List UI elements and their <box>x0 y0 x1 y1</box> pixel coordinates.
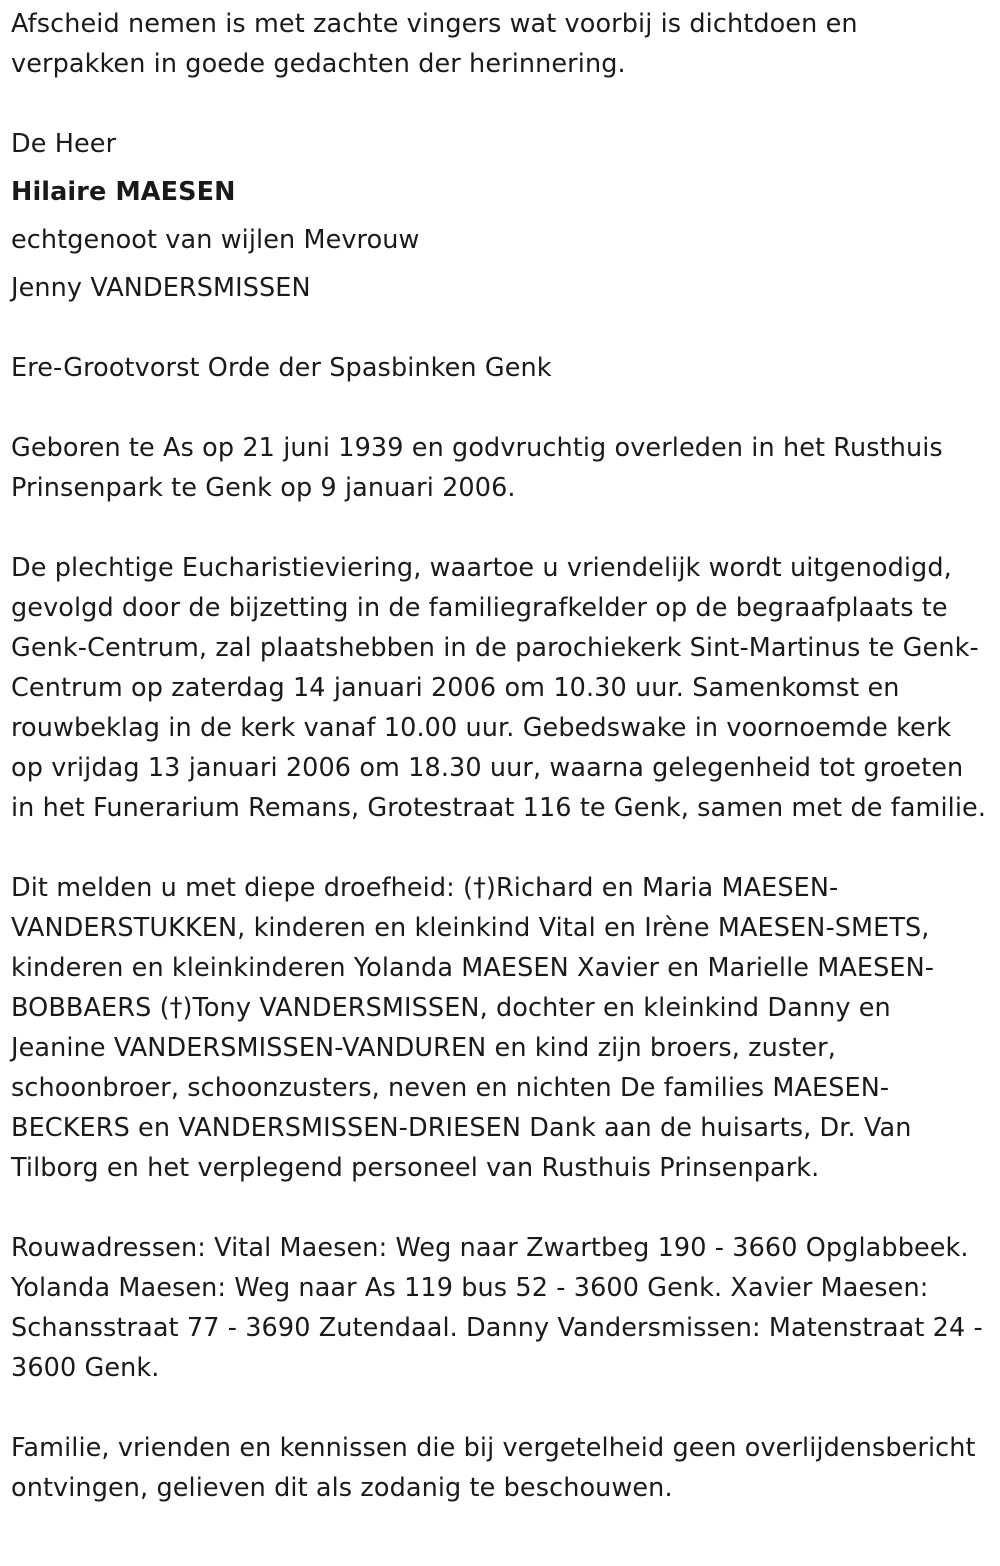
birth-death-text: Geboren te As op 21 juni 1939 en godvruchtig overleden in het Rusthuis Prinsenpark te Genk op 9 januari 2006. <box>11 433 943 503</box>
honor-text: Ere-Grootvorst Orde der Spasbinken Genk <box>11 353 552 383</box>
ceremony-text: De plechtige Eucharistieviering, waartoe u vriendelijk wordt uitgenodigd, gevolgd door de bijzetting in de familiegrafkelder op de begraafplaats te Genk-Centrum, zal plaatshebben in de parochiekerk Sint-Martinus te Genk-Centrum op zaterdag 14 januari 2006 om 10.30 uur. Samenkomst en rouwbeklag in de kerk vanaf 10.00 uur. Gebedswake in voornoemde kerk op vrijdag 13 januari 2006 om 18.30 uur, waarna gelegenheid tot groeten in het Funerarium Remans, Grotestraat 116 te Genk, samen met de familie. <box>11 553 987 823</box>
addresses-text: Rouwadressen: Vital Maesen: Weg naar Zwartbeg 190 - 3660 Opglabbeek. Yolanda Maesen: Weg naar As 119 bus 52 - 3600 Genk. Xavier Maesen: Schansstraat 77 - 3690 Zutendaal. Danny Vandersmissen: Matenstraat 24 - 3600 Genk. <box>11 1233 983 1383</box>
deceased-title: De Heer <box>11 129 117 159</box>
spouse-line: echtgenoot van wijlen Mevrouw <box>11 225 420 255</box>
closing-text: Familie, vrienden en kennissen die bij vergetelheid geen overlijdensbericht ontvingen, gelieven dit als zodanig te beschouwen. <box>11 1433 976 1503</box>
announcement-text: Dit melden u met diepe droefheid: (†)Richard en Maria MAESEN-VANDERSTUKKEN, kinderen en kleinkind Vital en Irène MAESEN-SMETS, kinderen en kleinkinderen Yolanda MAESEN Xavier en Marielle MAESEN-BOBBAERS (†)Tony VANDERSMISSEN, dochter en kleinkind Danny en Jeanine VANDERSMISSEN-VANDUREN en kind zijn broers, zuster, schoonbroer, schoonzusters, neven en nichten De families MAESEN-BECKERS en VANDERSMISSEN-DRIESEN Dank aan de huisarts, Dr. Van Tilborg en het verplegend personeel van Rusthuis Prinsenpark. <box>11 873 935 1183</box>
deceased-block <box>11 124 991 308</box>
spouse-name: Jenny VANDERSMISSEN <box>11 273 311 303</box>
deceased-name: Hilaire MAESEN <box>11 177 236 207</box>
opening-text: Afscheid nemen is met zachte vingers wat voorbij is dichtdoen en verpakken in goede gedachten der herinnering. <box>11 9 858 79</box>
